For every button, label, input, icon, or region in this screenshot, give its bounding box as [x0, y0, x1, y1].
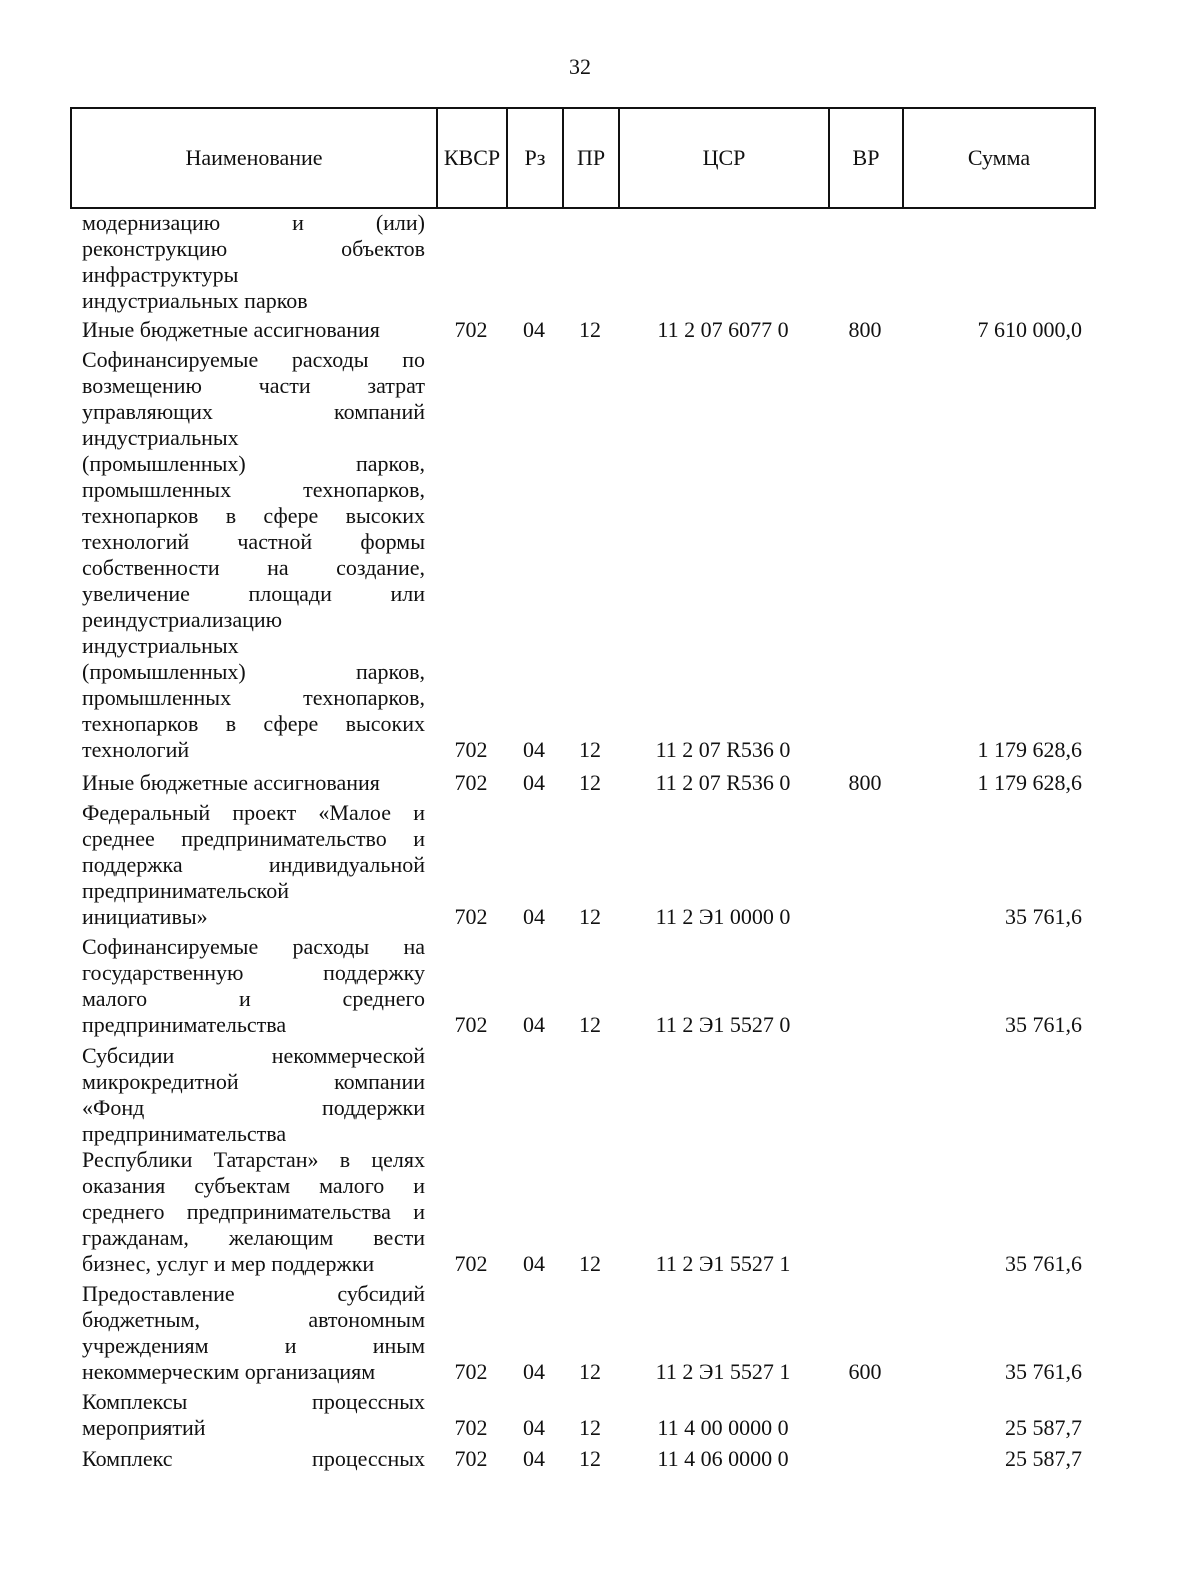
- row-name-line: технопарков в сфере высоких: [82, 711, 425, 736]
- row-name-line: Республики Татарстан» в целях: [82, 1147, 425, 1172]
- header-sum: Сумма: [903, 108, 1095, 208]
- row-sum: 1 179 628,6: [977, 770, 1082, 795]
- row-name-line: бюджетным, автономным: [82, 1307, 425, 1332]
- row-name-line: поддержка индивидуальной: [82, 852, 425, 877]
- row-name: [82, 1389, 425, 1441]
- row-name-line: Комплекс процессных: [82, 1446, 425, 1471]
- row-name-line: предпринимательской: [82, 878, 290, 903]
- row-kvsr: 702: [454, 770, 488, 795]
- row-name-line: реиндустриализацию: [82, 607, 283, 632]
- row-name: [82, 770, 425, 796]
- row-rz: 04: [523, 1251, 545, 1276]
- row-sum: 35 761,6: [1005, 904, 1082, 929]
- row-kvsr: 702: [454, 1415, 488, 1440]
- page-number: 32: [569, 54, 591, 79]
- row-csr: 11 2 Э1 0000 0: [655, 904, 791, 929]
- row-rz: 04: [523, 1446, 545, 1471]
- row-csr: 11 4 06 0000 0: [657, 1446, 789, 1471]
- header-vr: ВР: [829, 108, 903, 208]
- row-csr: 11 4 00 0000 0: [657, 1415, 789, 1440]
- row-name-line: предпринимательства: [82, 1012, 287, 1037]
- row-sum: 1 179 628,6: [977, 737, 1082, 762]
- row-kvsr: 702: [454, 1012, 488, 1037]
- row-name-line: Софинансируемые расходы по: [82, 347, 425, 372]
- header-csr: ЦСР: [619, 108, 829, 208]
- row-pr: 12: [579, 770, 601, 795]
- row-name: [82, 317, 425, 343]
- row-csr: 11 2 07 R536 0: [655, 770, 791, 795]
- header-name: Наименование: [71, 108, 437, 208]
- row-name: [82, 1043, 425, 1277]
- row-sum: 35 761,6: [1005, 1251, 1082, 1276]
- row-rz: 04: [523, 770, 545, 795]
- row-pr: 12: [579, 1446, 601, 1471]
- row-csr: 11 2 Э1 5527 0: [655, 1012, 791, 1037]
- row-rz: 04: [523, 1415, 545, 1440]
- row-kvsr: 702: [454, 1251, 488, 1276]
- row-name-line: индустриальных: [82, 633, 239, 658]
- row-pr: 12: [579, 904, 601, 929]
- row-name-line: реконструкцию объектов: [82, 236, 425, 261]
- row-name-line: технологий частной формы: [82, 529, 425, 554]
- row-name-line: некоммерческим организациям: [82, 1359, 376, 1384]
- row-name-line: учреждениям и иным: [82, 1333, 425, 1358]
- row-name-line: бизнес, услуг и мер поддержки: [82, 1251, 375, 1276]
- row-name-line: Субсидии некоммерческой: [82, 1043, 425, 1068]
- row-pr: 12: [579, 1359, 601, 1384]
- row-name-line: управляющих компаний: [82, 399, 425, 424]
- row-name: [82, 934, 425, 1038]
- row-pr: 12: [579, 1012, 601, 1037]
- table-header: [70, 107, 1096, 209]
- row-name-line: мероприятий: [82, 1415, 206, 1440]
- row-name-line: Иные бюджетные ассигнования: [82, 770, 380, 795]
- row-pr: 12: [579, 737, 601, 762]
- row-name-line: инициативы»: [82, 904, 208, 929]
- row-name-line: оказания субъектам малого и: [82, 1173, 425, 1198]
- row-kvsr: 702: [454, 1446, 488, 1471]
- row-kvsr: 702: [454, 737, 488, 762]
- row-name: [82, 1281, 425, 1385]
- row-csr: 11 2 Э1 5527 1: [655, 1359, 791, 1384]
- row-name-line: промышленных технопарков,: [82, 685, 425, 710]
- row-name-line: технопарков в сфере высоких: [82, 503, 425, 528]
- row-name-line: среднее предпринимательство и: [82, 826, 425, 851]
- row-name-line: Иные бюджетные ассигнования: [82, 317, 380, 342]
- row-csr: 11 2 Э1 5527 1: [655, 1251, 791, 1276]
- header-kvsr: КВСР: [437, 108, 507, 208]
- row-name-line: микрокредитной компании: [82, 1069, 425, 1094]
- row-rz: 04: [523, 1359, 545, 1384]
- row-rz: 04: [523, 317, 545, 342]
- row-name-line: промышленных технопарков,: [82, 477, 425, 502]
- row-name-line: Предоставление субсидий: [82, 1281, 425, 1306]
- row-kvsr: 702: [454, 904, 488, 929]
- row-name-line: модернизацию и (или): [82, 210, 425, 235]
- row-name-line: (промышленных) парков,: [82, 451, 425, 476]
- row-name: [82, 210, 425, 314]
- header-rz: Рз: [507, 108, 563, 208]
- row-csr: 11 2 07 6077 0: [657, 317, 789, 342]
- row-pr: 12: [579, 1415, 601, 1440]
- row-name-line: технологий: [82, 737, 190, 762]
- row-name-line: Комплексы процессных: [82, 1389, 425, 1414]
- header-pr: ПР: [563, 108, 619, 208]
- row-sum: 25 587,7: [1005, 1446, 1082, 1471]
- row-name-line: собственности на создание,: [82, 555, 425, 580]
- row-kvsr: 702: [454, 1359, 488, 1384]
- row-vr: 800: [848, 317, 882, 342]
- row-rz: 04: [523, 737, 545, 762]
- row-name-line: гражданам, желающим вести: [82, 1225, 425, 1250]
- row-name-line: увеличение площади или: [82, 581, 425, 606]
- row-name-line: возмещению части затрат: [82, 373, 425, 398]
- row-kvsr: 702: [454, 317, 488, 342]
- row-pr: 12: [579, 317, 601, 342]
- row-sum: 25 587,7: [1005, 1415, 1082, 1440]
- row-name-line: Софинансируемые расходы на: [82, 934, 425, 959]
- row-vr: 800: [848, 770, 882, 795]
- row-csr: 11 2 07 R536 0: [655, 737, 791, 762]
- row-name-line: среднего предпринимательства и: [82, 1199, 425, 1224]
- row-rz: 04: [523, 904, 545, 929]
- row-sum: 35 761,6: [1005, 1359, 1082, 1384]
- row-vr: 600: [848, 1359, 882, 1384]
- row-name-line: (промышленных) парков,: [82, 659, 425, 684]
- row-name-line: государственную поддержку: [82, 960, 425, 985]
- row-name-line: Федеральный проект «Малое и: [82, 800, 425, 825]
- row-sum: 7 610 000,0: [977, 317, 1082, 342]
- row-pr: 12: [579, 1251, 601, 1276]
- row-name-line: «Фонд поддержки: [82, 1095, 425, 1120]
- row-rz: 04: [523, 1012, 545, 1037]
- row-name-line: индустриальных: [82, 425, 239, 450]
- row-name: [82, 1446, 425, 1472]
- row-name-line: инфраструктуры: [82, 262, 239, 287]
- row-name: [82, 347, 425, 763]
- row-name-line: малого и среднего: [82, 986, 425, 1011]
- row-name-line: предпринимательства: [82, 1121, 287, 1146]
- row-sum: 35 761,6: [1005, 1012, 1082, 1037]
- row-name-line: индустриальных парков: [82, 288, 308, 313]
- row-name: [82, 800, 425, 930]
